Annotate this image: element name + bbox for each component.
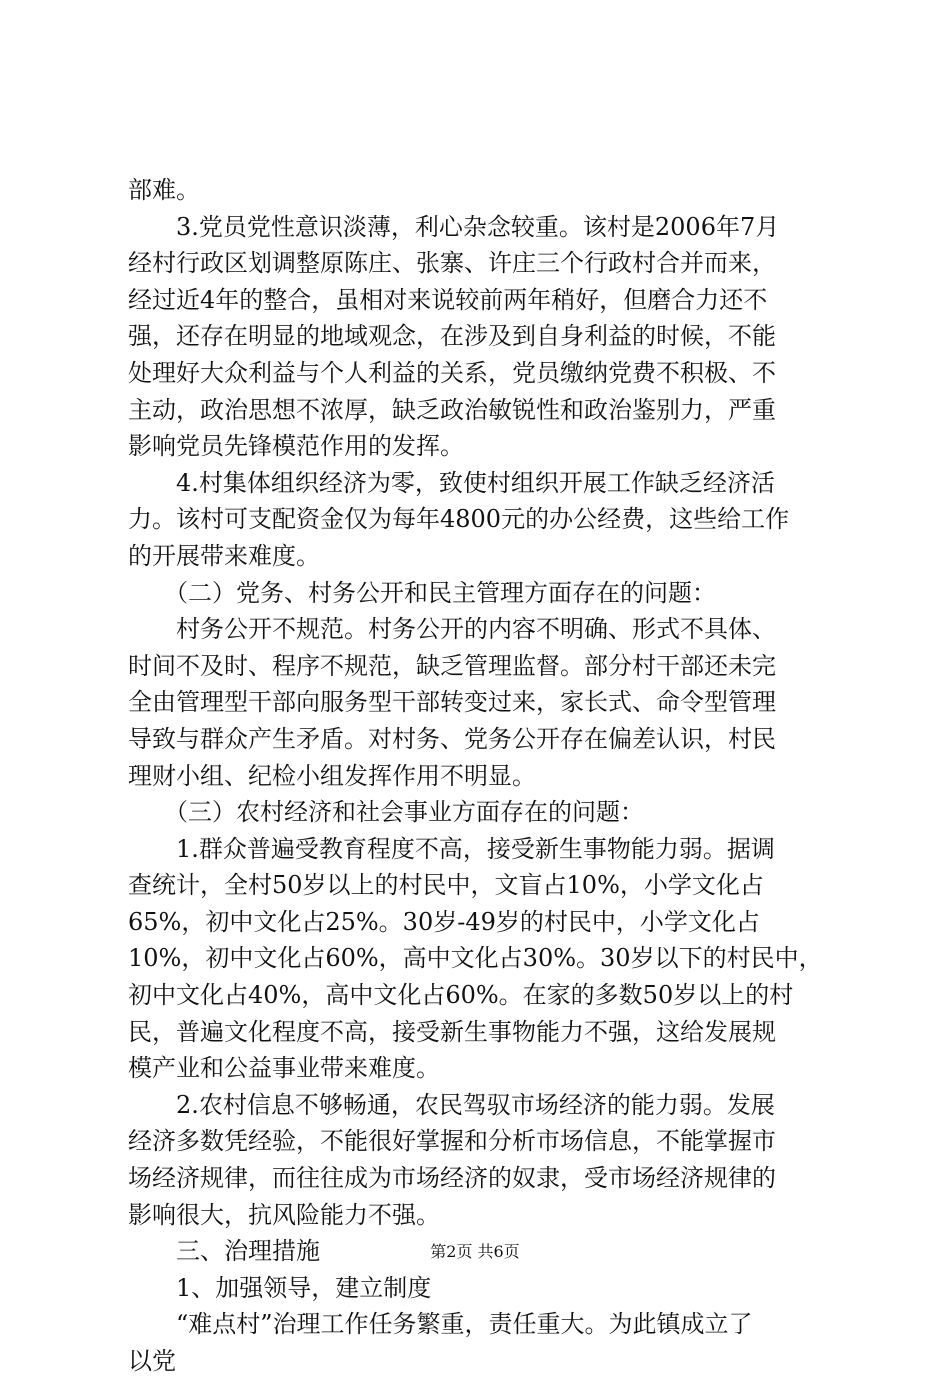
text-line: 部难。 xyxy=(128,176,200,204)
page-footer: 第2页 共6页 xyxy=(430,1242,520,1261)
document-body xyxy=(128,172,828,1380)
text-line: 以党 xyxy=(128,1347,176,1375)
text-line: 1.群众普遍受教育程度不高，接受新生事物能力弱。据调 xyxy=(128,834,775,863)
text-line: 处理好大众利益与个人利益的关系，党员缴纳党费不积极、不 xyxy=(128,358,776,387)
text-line: 全由管理型干部向服务型干部转变过来，家长式、命令型管理 xyxy=(128,688,776,717)
text-line: （三）农村经济和社会事业方面存在的问题： xyxy=(128,798,644,827)
text-line: 65%，初中文化占25%。30岁-49岁的村民中，小学文化占 xyxy=(128,907,760,936)
text-line: 导致与群众产生矛盾。对村务、党务公开存在偏差认识，村民 xyxy=(128,724,776,753)
text-line: 3.党员党性意识淡薄，利心杂念较重。该村是2006年7月 xyxy=(128,212,780,241)
text-line: 三、治理措施 xyxy=(128,1237,320,1266)
text-line: 1、加强领导，建立制度 xyxy=(128,1273,432,1302)
text-line: 力。该村可支配资金仅为每年4800元的办公经费，这些给工作 xyxy=(128,505,790,534)
text-line: 主动，政治思想不浓厚，缺乏政治敏锐性和政治鉴别力，严重 xyxy=(128,395,776,424)
text-line: “难点村”治理工作任务繁重，责任重大。为此镇成立了 xyxy=(128,1310,753,1339)
text-line: 的开展带来难度。 xyxy=(128,541,320,570)
text-line: （二）党务、村务公开和民主管理方面存在的问题： xyxy=(128,578,716,607)
text-line: 2.农村信息不够畅通，农民驾驭市场经济的能力弱。发展 xyxy=(128,1090,775,1119)
text-line: 场经济规律，而往往成为市场经济的奴隶，受市场经济规律的 xyxy=(128,1164,776,1193)
text-line: 经济多数凭经验，不能很好掌握和分析市场信息，不能掌握市 xyxy=(128,1127,776,1156)
text-line: 民，普遍文化程度不高，接受新生事物能力不强，这给发展规 xyxy=(128,1017,776,1046)
text-line: 经过近4年的整合，虽相对来说较前两年稍好，但磨合力还不 xyxy=(128,285,768,314)
text-line: 村务公开不规范。村务公开的内容不明确、形式不具体、 xyxy=(128,615,776,644)
text-line: 查统计，全村50岁以上的村民中，文盲占10%，小学文化占 xyxy=(128,871,764,900)
text-line: 10%，初中文化占60%，高中文化占30%。30岁以下的村民中， xyxy=(128,944,823,973)
text-line: 影响很大，抗风险能力不强。 xyxy=(128,1200,440,1229)
text-line: 强，还存在明显的地域观念，在涉及到自身利益的时候，不能 xyxy=(128,322,776,351)
text-line: 初中文化占40%，高中文化占60%。在家的多数50岁以上的村 xyxy=(128,981,794,1010)
text-line: 经村行政区划调整原陈庄、张寨、许庄三个行政村合并而来， xyxy=(128,249,776,278)
text-line: 影响党员先锋模范作用的发挥。 xyxy=(128,432,464,461)
text-line: 4.村集体组织经济为零，致使村组织开展工作缺乏经济活 xyxy=(128,468,775,497)
text-line: 模产业和公益事业带来难度。 xyxy=(128,1054,440,1083)
text-line: 时间不及时、程序不规范，缺乏管理监督。部分村干部还未完 xyxy=(128,651,776,680)
text-line: 理财小组、纪检小组发挥作用不明显。 xyxy=(128,761,536,790)
